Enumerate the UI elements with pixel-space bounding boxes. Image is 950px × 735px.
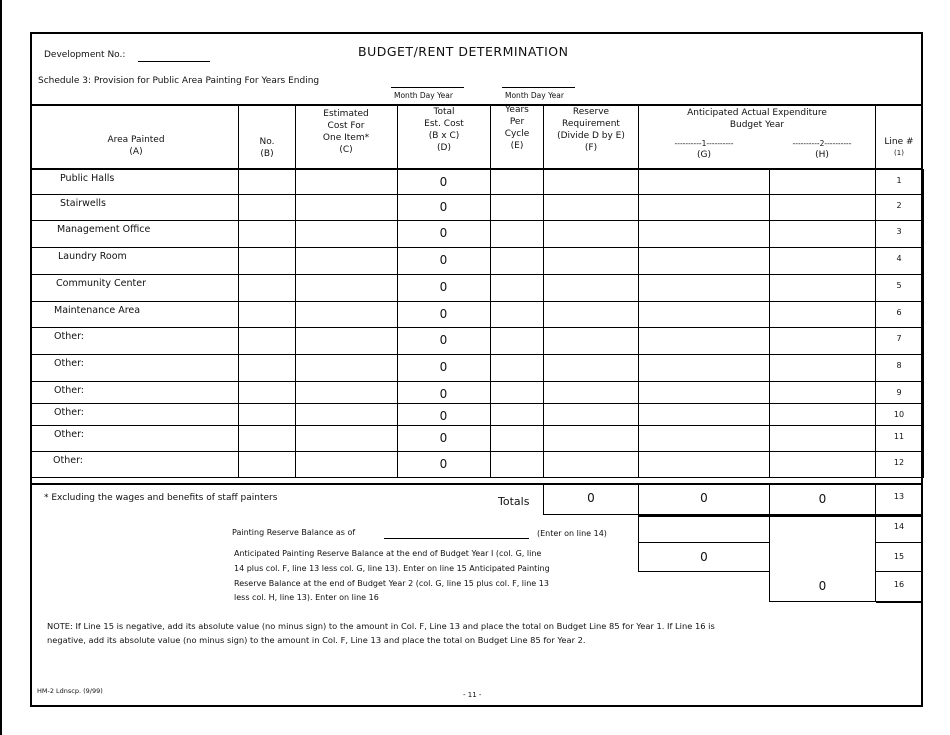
row-line-number: 10 xyxy=(893,410,905,419)
row-line-number: 5 xyxy=(896,281,902,290)
row-9-col-h-cell[interactable] xyxy=(769,381,876,404)
year-end-date-1-field[interactable] xyxy=(391,87,464,88)
col-c-line1: Estimated xyxy=(323,109,369,119)
row-1-col-e-cell[interactable] xyxy=(490,169,544,195)
line-15-value: 0 xyxy=(700,550,708,564)
hdr-div-ef xyxy=(543,106,544,169)
col-f-header xyxy=(544,108,638,153)
col-d-line1: Total xyxy=(433,107,455,117)
row-area-label: Other: xyxy=(54,331,85,342)
row-10-col-g-cell[interactable] xyxy=(638,403,770,426)
development-label: Development No.: xyxy=(44,50,126,60)
row-total-value: 0 xyxy=(439,226,448,240)
row-6-col-e-cell[interactable] xyxy=(490,301,544,328)
row-area-label: Public Halls xyxy=(60,173,115,184)
row-1-col-b-cell[interactable] xyxy=(238,169,296,195)
row-11-col-f-cell[interactable] xyxy=(543,425,639,452)
row-7-col-f-cell[interactable] xyxy=(543,327,639,355)
col-d-line3: (B x C) xyxy=(428,131,460,141)
col-c-header xyxy=(296,110,396,155)
row-1-col-f-cell[interactable] xyxy=(543,169,639,195)
row-area-label: Other: xyxy=(53,455,84,466)
note-line1: NOTE: If Line 15 is negative, add its absolute value (no minus sign) to the amount in Col. F, Line 13 and place the total on Budget Line 85 for Year 1. If Line 16 is xyxy=(47,621,715,631)
line-13-number: 13 xyxy=(893,492,905,501)
row-2-col-g-cell[interactable] xyxy=(638,194,770,221)
row-area-label: Stairwells xyxy=(60,198,106,209)
col-f-code: (F) xyxy=(584,143,598,153)
row-9-col-b-cell[interactable] xyxy=(238,381,296,404)
balance-date-field[interactable] xyxy=(384,538,529,539)
col-e-header xyxy=(491,106,543,151)
page-title: BUDGET/RENT DETERMINATION xyxy=(358,44,569,59)
row-total-value: 0 xyxy=(439,200,448,214)
note-line2: negative, add its absolute value (no minus sign) to the amount in Col. F, Line 13 and place the total on Budget Line 85 for Year 2. xyxy=(47,635,586,645)
row-11-col-b-cell[interactable] xyxy=(238,425,296,452)
row-line-number: 12 xyxy=(893,458,905,467)
row-area-label: Management Office xyxy=(57,224,151,235)
row-5-col-e-cell[interactable] xyxy=(490,274,544,302)
row-7-col-g-cell[interactable] xyxy=(638,327,770,355)
row-10-col-e-cell[interactable] xyxy=(490,403,544,426)
schedule-label: Schedule 3: Provision for Public Area Painting For Years Ending xyxy=(38,76,320,86)
row-7-col-b-cell[interactable] xyxy=(238,327,296,355)
row-6-col-g-cell[interactable] xyxy=(638,301,770,328)
row-2-col-f-cell[interactable] xyxy=(543,194,639,221)
col-d-header xyxy=(398,108,490,153)
col-f-line1: Reserve xyxy=(572,107,610,117)
row-12-col-c-cell[interactable] xyxy=(295,451,398,478)
enter-line14-label: (Enter on line 14) xyxy=(537,529,607,538)
row-9-col-e-cell[interactable] xyxy=(490,381,544,404)
row-area-label: Other: xyxy=(54,429,85,440)
col-e-line2: Per xyxy=(509,117,525,127)
ant-text-line2: 14 plus col. F, line 13 less col. G, line 13). Enter on line 15 Anticipated Painting xyxy=(234,564,550,573)
row-3-col-g-cell[interactable] xyxy=(638,220,770,248)
ant-text-line1: Anticipated Painting Reserve Balance at the end of Budget Year I (col. G, line xyxy=(234,549,542,558)
row-1-col-h-cell[interactable] xyxy=(769,169,876,195)
col-g-code: (G) xyxy=(697,149,711,160)
row-4-col-b-cell[interactable] xyxy=(238,247,296,275)
row-4-col-g-cell[interactable] xyxy=(638,247,770,275)
col-line-header xyxy=(876,138,922,157)
col-h-dashes: ----------2---------- xyxy=(792,139,852,148)
row-10-col-h-cell[interactable] xyxy=(769,403,876,426)
row-6-col-h-cell[interactable] xyxy=(769,301,876,328)
totals-g-value: 0 xyxy=(700,491,708,505)
col-c-code: (C) xyxy=(339,145,353,155)
col-e-code: (E) xyxy=(510,141,524,151)
row-total-value: 0 xyxy=(439,409,448,423)
month-day-year-label-2: Month Day Year xyxy=(505,91,564,100)
hdr-div-ab xyxy=(238,106,239,169)
row-5-col-f-cell[interactable] xyxy=(543,274,639,302)
line-16-number: 16 xyxy=(893,580,905,589)
col-a-header xyxy=(34,136,238,157)
row-12-col-b-cell[interactable] xyxy=(238,451,296,478)
form-id: HM-2 Ldnscp. (9/99) xyxy=(37,687,103,695)
row-line-number: 2 xyxy=(896,201,902,210)
month-day-year-label-1: Month Day Year xyxy=(394,91,453,100)
row-6-col-c-cell[interactable] xyxy=(295,301,398,328)
col-b-header xyxy=(240,138,294,159)
row-10-col-c-cell[interactable] xyxy=(295,403,398,426)
row-3-col-c-cell[interactable] xyxy=(295,220,398,248)
line-16-value: 0 xyxy=(818,579,827,593)
row-12-col-e-cell[interactable] xyxy=(490,451,544,478)
row-area-label: Community Center xyxy=(56,278,146,289)
row-area-label: Other: xyxy=(54,385,85,396)
row-line-number: 6 xyxy=(896,308,902,317)
row-1-col-c-cell[interactable] xyxy=(295,169,398,195)
col-line-title: Line # xyxy=(884,137,914,147)
col-a-title: Area Painted xyxy=(107,135,165,145)
row-total-value: 0 xyxy=(439,360,448,374)
row-5-col-g-cell[interactable] xyxy=(638,274,770,302)
col-e-line1: Years xyxy=(505,105,529,115)
row-area-label: Other: xyxy=(54,358,85,369)
row-total-value: 0 xyxy=(439,280,448,294)
row-8-col-e-cell[interactable] xyxy=(490,354,544,382)
row-9-col-f-cell[interactable] xyxy=(543,381,639,404)
col-b-title: No. xyxy=(259,137,275,147)
row-8-col-f-cell[interactable] xyxy=(543,354,639,382)
row-total-value: 0 xyxy=(439,431,448,445)
row-2-col-e-cell[interactable] xyxy=(490,194,544,221)
row-total-value: 0 xyxy=(439,307,448,321)
col-d-line2: Est. Cost xyxy=(424,119,464,129)
row-2-col-h-cell[interactable] xyxy=(769,194,876,221)
row-3-col-f-cell[interactable] xyxy=(543,220,639,248)
row-line-number: 8 xyxy=(896,361,902,370)
row-12-col-f-cell[interactable] xyxy=(543,451,639,478)
row-area-label: Other: xyxy=(54,407,85,418)
row-4-col-c-cell[interactable] xyxy=(295,247,398,275)
row-8-col-b-cell[interactable] xyxy=(238,354,296,382)
row-7-col-c-cell[interactable] xyxy=(295,327,398,355)
row-10-col-b-cell[interactable] xyxy=(238,403,296,426)
page-number: - 11 - xyxy=(463,691,482,699)
col-h-code: (H) xyxy=(815,149,829,160)
row-2-col-b-cell[interactable] xyxy=(238,194,296,221)
note-top-divider xyxy=(876,602,923,603)
row-total-value: 0 xyxy=(439,333,448,347)
row-4-col-e-cell[interactable] xyxy=(490,247,544,275)
row-1-col-g-cell[interactable] xyxy=(638,169,770,195)
row-total-value: 0 xyxy=(439,387,448,401)
col-gh-line2: Budget Year xyxy=(729,120,785,130)
row-4-col-f-cell[interactable] xyxy=(543,247,639,275)
col-f-line2: Requirement xyxy=(562,119,620,129)
row-11-col-c-cell[interactable] xyxy=(295,425,398,452)
row-11-col-e-cell[interactable] xyxy=(490,425,544,452)
col-b-code: (B) xyxy=(260,149,274,159)
hdr-div-cd xyxy=(397,106,398,169)
totals-f-value: 0 xyxy=(587,491,595,505)
row-line-number: 11 xyxy=(893,432,905,441)
row-10-col-f-cell[interactable] xyxy=(543,403,639,426)
col-e-line3: Cycle xyxy=(504,129,530,139)
row-6-col-b-cell[interactable] xyxy=(238,301,296,328)
row-8-col-h-cell[interactable] xyxy=(769,354,876,382)
footnote-excluding-wages: * Excluding the wages and benefits of staff painters xyxy=(44,493,278,503)
hdr-div-de xyxy=(490,106,491,169)
line-15-number: 15 xyxy=(893,552,905,561)
row-11-col-g-cell[interactable] xyxy=(638,425,770,452)
balance-label: Painting Reserve Balance as of xyxy=(232,528,356,537)
row-total-value: 0 xyxy=(439,457,448,471)
col-g-dashes: ----------1---------- xyxy=(674,139,734,148)
row-5-col-b-cell[interactable] xyxy=(238,274,296,302)
row-line-number: 3 xyxy=(896,227,902,236)
row-line-number: 4 xyxy=(896,254,902,263)
row-12-col-g-cell[interactable] xyxy=(638,451,770,478)
row-total-value: 0 xyxy=(439,253,448,267)
row-6-col-f-cell[interactable] xyxy=(543,301,639,328)
page-left-edge xyxy=(0,0,2,735)
col-h-header xyxy=(770,140,874,160)
col-f-line3: (Divide D by E) xyxy=(557,131,625,141)
totals-label: Totals xyxy=(498,495,530,508)
col-d-code: (D) xyxy=(437,143,451,153)
hdr-div-gline xyxy=(875,106,876,169)
totals-h-value: 0 xyxy=(818,492,827,506)
col-gh-line1: Anticipated Actual Expenditure xyxy=(687,108,827,118)
row-7-col-e-cell[interactable] xyxy=(490,327,544,355)
col-a-code: (A) xyxy=(129,147,143,157)
row-2-col-c-cell[interactable] xyxy=(295,194,398,221)
development-number-field[interactable] xyxy=(138,61,210,62)
row-11-col-h-cell[interactable] xyxy=(769,425,876,452)
line-14-number: 14 xyxy=(893,522,905,531)
row-5-col-c-cell[interactable] xyxy=(295,274,398,302)
row-9-col-g-cell[interactable] xyxy=(638,381,770,404)
ant-text-line4: less col. H, line 13). Enter on line 16 xyxy=(234,593,379,602)
row-3-col-b-cell[interactable] xyxy=(238,220,296,248)
row-12-col-h-cell[interactable] xyxy=(769,451,876,478)
row-3-col-h-cell[interactable] xyxy=(769,220,876,248)
header-divider xyxy=(30,104,923,106)
row-area-label: Maintenance Area xyxy=(54,305,141,316)
row-line-number: 7 xyxy=(896,334,902,343)
row-total-value: 0 xyxy=(439,175,448,189)
row-7-col-h-cell[interactable] xyxy=(769,327,876,355)
ant-text-line3: Reserve Balance at the end of Budget Year 2 (col. G, line 15 plus col. F, line 13 xyxy=(234,579,549,588)
row-line-number: 1 xyxy=(896,176,902,185)
row-line-number: 9 xyxy=(896,388,902,397)
row-8-col-g-cell[interactable] xyxy=(638,354,770,382)
row-area-label: Laundry Room xyxy=(58,251,127,262)
col-gh-header xyxy=(640,109,874,130)
col-c-line3: One Item* xyxy=(322,133,370,143)
row-5-col-h-cell[interactable] xyxy=(769,274,876,302)
line-14-g-cell[interactable] xyxy=(638,516,770,543)
col-line-code: (1) xyxy=(894,149,904,157)
year-end-date-2-field[interactable] xyxy=(502,87,575,88)
hdr-div-fg xyxy=(638,106,639,169)
hdr-div-bc xyxy=(295,106,296,169)
row-8-col-c-cell[interactable] xyxy=(295,354,398,382)
row-3-col-e-cell[interactable] xyxy=(490,220,544,248)
col-c-line2: Cost For xyxy=(327,121,365,131)
row-4-col-h-cell[interactable] xyxy=(769,247,876,275)
col-g-header xyxy=(640,140,768,160)
row-9-col-c-cell[interactable] xyxy=(295,381,398,404)
